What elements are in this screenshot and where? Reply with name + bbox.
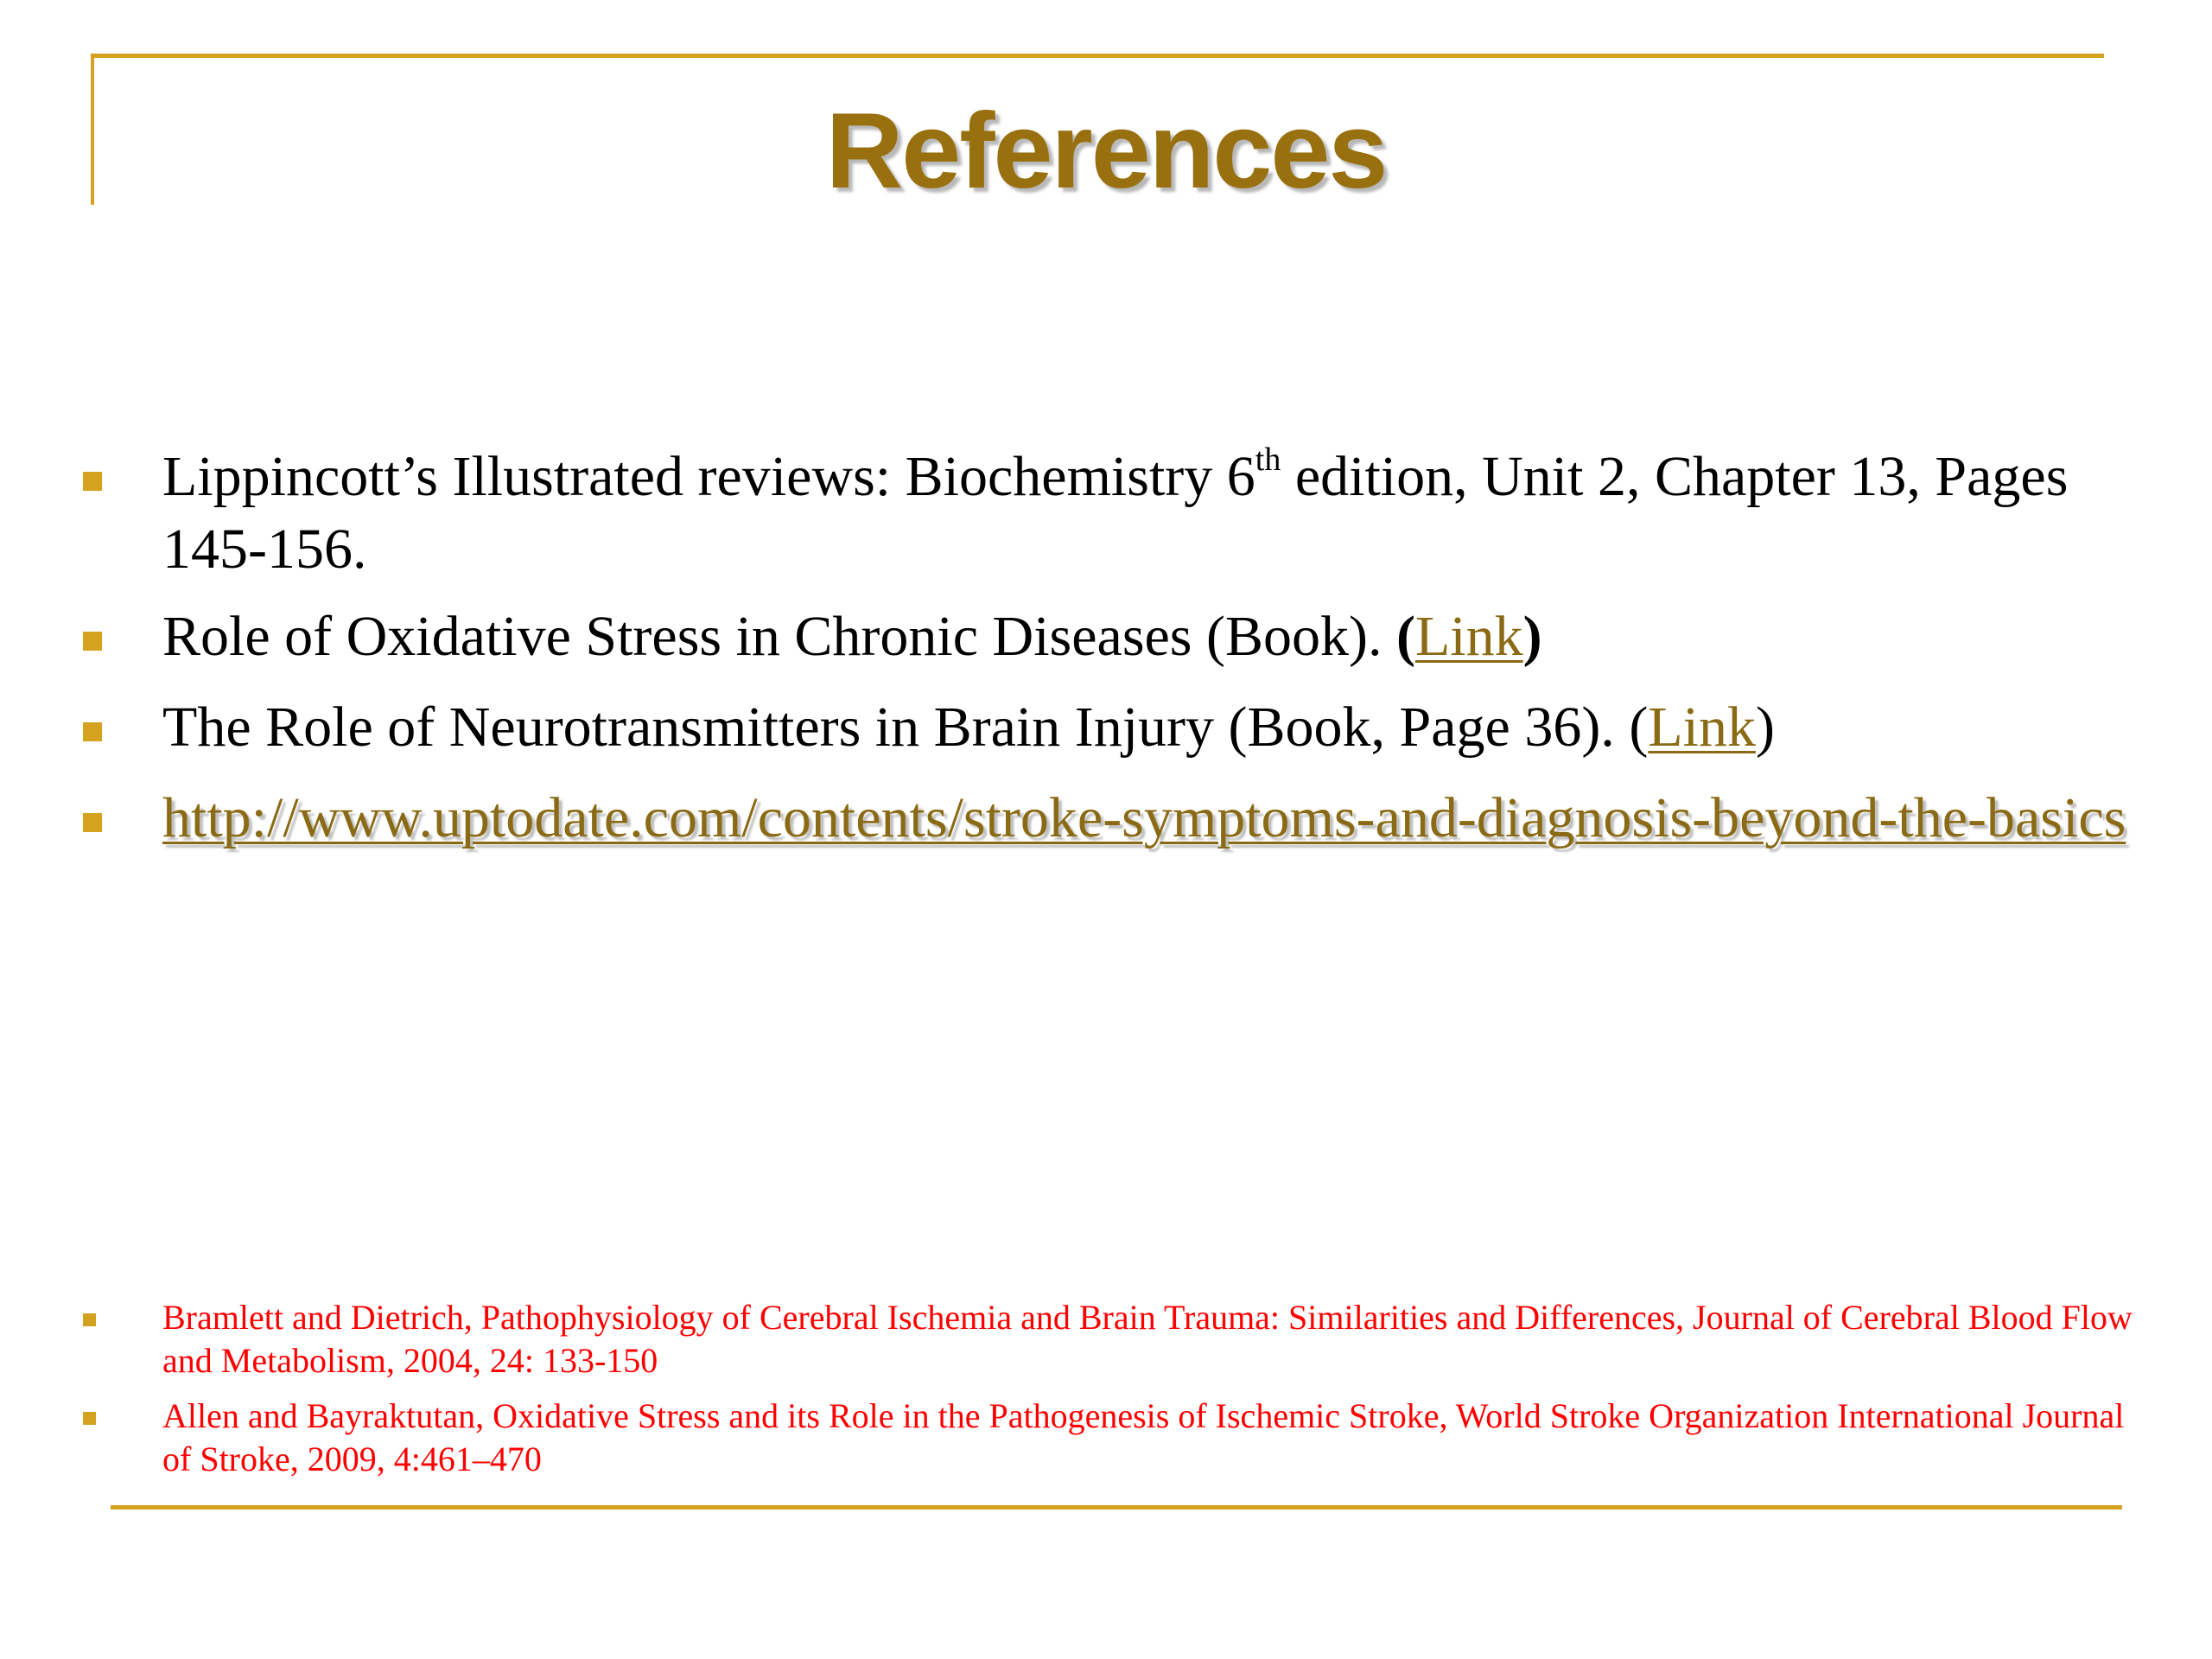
bullet-icon [83,472,102,491]
bullet-icon [83,813,102,832]
reference-item-2 [162,601,2184,673]
reference-item-3-close-paren: ) [1755,696,1775,759]
bullet-icon [83,632,102,651]
reference-item-3-text: The Role of Neurotransmitters in Brain Injury (Book, Page 36). [162,696,1630,759]
footnote-item-1: Bramlett and Dietrich, Pathophysiology of Cerebral Ischemia and Brain Trauma: Similarities and Differences, Journal of Cerebral Blood Flow and Metabolism, 2004, 24: 133-150 [162,1298,2133,1380]
small-bullet-icon [83,1412,96,1425]
reference-item-3 [162,691,2184,764]
reference-item-2-open-paren: ( [1395,605,1415,668]
reference-item-1-text: Lippincott’s Illustrated reviews: Biochemistry 6 [162,445,1255,508]
reference-item-2-text: Role of Oxidative Stress in Chronic Diseases (Book). [162,605,1396,668]
reference-item-2-close-paren: ) [1522,605,1542,668]
small-bullet-icon [83,1313,96,1326]
bullet-icon [83,722,102,741]
reference-item-3-link[interactable]: Link [1648,696,1756,759]
reference-item-1-text-after: edition, Unit 2, Chapter 13, Pages 145-156. [162,445,2069,581]
reference-item-4 [162,782,2176,855]
reference-item-4-url-link[interactable]: http://www.uptodate.com/contents/stroke-symptoms-and-diagnosis-beyond-the-basics [162,786,2126,849]
top-frame-line [91,54,2104,58]
reference-item-2-link[interactable]: Link [1414,605,1523,668]
reference-item-1 [162,441,2184,586]
reference-item-3-open-paren: ( [1629,696,1649,759]
bottom-frame-line [111,1505,2122,1510]
reference-item-1-sup: th [1255,442,1281,478]
footnote-item-2: Allen and Bayraktutan, Oxidative Stress and its Role in the Pathogenesis of Ischemic Stroke, World Stroke Organization International Journal of Stroke, 2009, 4:461–470 [162,1396,2125,1478]
slide-title: References [825,92,1387,211]
